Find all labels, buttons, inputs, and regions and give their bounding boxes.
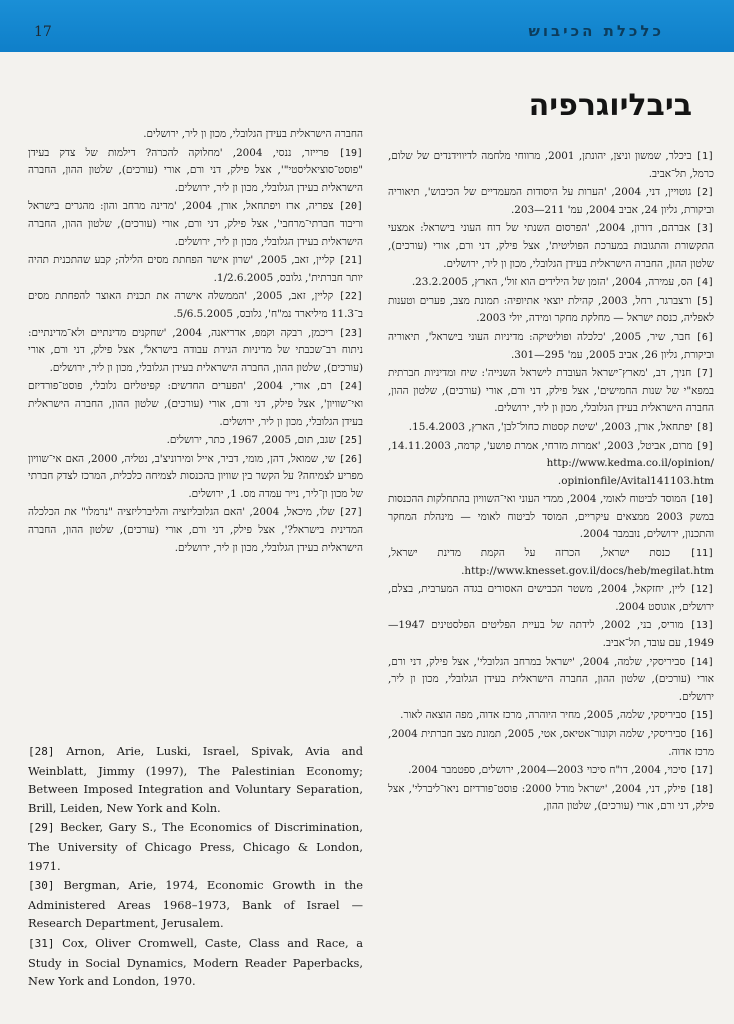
entry-text: סביריסקי, שלמה וקונור־אטיאס, אטי, 2005, תמונת מצב חברתית 2004, מרכז אדוה. [388, 728, 714, 758]
entry-number: [4] [695, 277, 714, 289]
header-bar [0, 0, 734, 52]
bibliography-entry [388, 293, 714, 328]
entry-text: סביריסקי, שלמה, 2005, מחיר היוהרה, מרכז אדוה, מפה הוצאה לאור. [400, 709, 687, 722]
bibliography-entry [28, 818, 363, 875]
bibliography-continuation: החברה הישראלית בעידן הגלובלי, מכון ון ליר, ירושלים. [143, 128, 363, 140]
entry-text: סביריסקי, שלמה, 2004, 'ישראל במרחב הגלובלי', אצל פילק, דני ורם, אורי (עורכים), שלטון ההון, החברה הישראלית בעידן הגלובלי, מכון ון ליר, ירושלים. [388, 655, 714, 703]
bibliography-entry [388, 184, 714, 219]
bibliography-column-left-english [28, 742, 363, 1012]
entry-text: שי, שמואל, דהן, מומי, דביר, אייל ומירוניצ'ב, נטליה, 2000, האם אי־שוויון מפריע לצמיחה? על הקשר בין שוויון בהכנסות לצמיחה כלכלית, המרכז לצדק חברתי של מכון ון־ליר, נייר עמדה מס. 1, ירושלים. [28, 452, 363, 500]
entry-number: [8] [695, 421, 714, 433]
entry-number: [5] [695, 295, 714, 307]
entry-text: סיכוי, 2004, דו"ח סיכוי 2003—2004, ירושלים, ספטמבר 2004. [408, 764, 687, 777]
entry-text: הס, עמירה, 2004, 'הזמן של הילידים הוא זול', הארץ, 23.2.2005. [411, 276, 693, 289]
entry-text: ורצברגר, רחל, 2003, קהילת יוצאי אתיופיה: תמונת מצב, פערים וטענות לאפליה, כנסת ישראל — מחלקת מחקר ומידה, יולי 2003. [388, 294, 714, 325]
bibliography-entry [388, 707, 714, 725]
entry-number: [28] [28, 745, 55, 758]
entry-number: [17] [689, 765, 714, 777]
bibliography-entry [388, 148, 714, 183]
entry-text: ריכמן, רבקה וקמפ, אדריאנה, 2004, 'שחקנים מדינתיים ולא־מדינתיים: ניתוח רב־שכבתי של מדיניות הגירת עבודה בישראל', אצל פילק, דני ורם, אורי (עורכים), שלטון ההון, החברה הישראלית בעידן הגלובלי, מכון ון ליר, ירושלים. [28, 326, 363, 374]
page-number: 17 [34, 24, 52, 40]
entry-number: [29] [28, 821, 55, 835]
bibliography-entry [388, 617, 714, 652]
entry-text: גוטויין, דני, 2004, 'הערות על היסודות המעמדיים של הכיבוש', תיאוריה וביקורת, גליון 24, אביב 2004, עמ' 211—203. [388, 186, 714, 216]
entry-number: [30] [28, 879, 55, 893]
entry-number: [19] [338, 147, 363, 159]
bibliography-entry [388, 545, 714, 580]
entry-number: [9] [695, 440, 714, 452]
entry-text: אברהם, דורון, 2004, 'הפרסום השנתי של דוח העוני בישראל: אמצעי התקשורת והתגובות במערכת הפוליטית', אצל פילק, דני ורם, אורי (עורכים), שלטון ההון, החברה הישראלית בעידן הגלובלי, מכון ון ליר, ירושלים. [388, 222, 714, 270]
entry-number: [18] [689, 783, 714, 795]
bibliography-entry [388, 762, 714, 780]
entry-text: חניך, דב, 'מארץ־ישראל העובדת לישראל השנייה': שיח ומדיניות חברתית במפא"י של שנות החמישים', אצל פילק, דני ורם, אורי (עורכים), שלטון ההון, החברה הישראלית בעידן הגלובלי, מכון ון ליר, ירושלים. [388, 367, 714, 415]
bibliography-entry [388, 220, 714, 273]
bibliography-entry [28, 432, 363, 450]
bibliography-entry [28, 451, 363, 504]
entry-text: צפריה, ארז ויפתחאל, אורן, 2004, 'מדינה מרחב והון: מהגרים בישראל וריבוד חברתי־מרחבי', אצל פילק, דני ורם, אורי (עורכים), שלטון ההון, החברה הישראלית בעידן הגלובלי, מכון ון ליר, ירושלים. [28, 200, 363, 248]
bibliography-entry [388, 274, 714, 292]
entry-text: כנסת ישראל, הכרזה על הקמת מדינת ישראל, http://www.knesset.gov.il/docs/heb/megilat.htm. [388, 547, 714, 577]
bibliography-entry [28, 325, 363, 378]
bibliography-entry [28, 288, 363, 323]
bibliography-entry [28, 934, 363, 991]
bibliography-entry [388, 419, 714, 437]
bibliography-entry [388, 581, 714, 616]
entry-number: [20] [338, 201, 363, 213]
entry-number: [2] [695, 187, 714, 199]
entry-number: [21] [338, 255, 363, 267]
bibliography-entry [388, 329, 714, 364]
entry-text: שלו, מיכאל, 2004, 'האם הגלובליזציה והליברליזציה "נרמלו" את הכלכלה המדינית בישראל?', אצל פילק, דני ורם, אורי (עורכים), שלטון ההון, החברה הישראלית בעידן הגלובלי, מכון ון ליר, ירושלים. [28, 506, 363, 554]
entry-text: פילק, דני, 2004, 'ישראל מודל 2000: פוסט־פורדיזם ניאו־ליברלי', אצל פילק, דני ורם, אורי (עורכים), שלטון ההון, [388, 782, 714, 813]
entry-number: [3] [695, 223, 714, 235]
entry-text: מרום, אביטל, 2003, 'אמרות מזרחי, אמרת פושע', קדמה, 14.11.2003, http://www.kedma.co.il/opinion/ opinionfile/Avital141103.htm. [388, 439, 714, 487]
entry-number: [16] [689, 729, 714, 740]
entry-number: [7] [695, 368, 714, 380]
bibliography-entry [388, 438, 714, 491]
entry-text: קליין, זאב, 2005, 'הממשלה אישרה את תכנית האוצר להפחתת מסים ב־11.3 מיליארד נמ"ח', גלובס, 5/6.5.2005. [28, 290, 363, 320]
entry-number: [25] [338, 435, 363, 447]
bibliography-entry [388, 654, 714, 707]
entry-number: [6] [695, 331, 714, 343]
entry-text: Cox, Oliver Cromwell, Caste, Class and Race, a Study in Social Dynamics, Modern Reader Paperbacks, New York and London, 1970. [28, 935, 363, 989]
bibliography-entry [28, 145, 363, 198]
entry-number: [31] [28, 936, 55, 950]
bibliography-entry [28, 198, 363, 251]
bibliography-column-left-hebrew [28, 126, 363, 726]
section-title: ביבליוגרפיה [528, 88, 692, 123]
entry-number: [1] [695, 151, 714, 162]
entry-text: Bergman, Arie, 1974, Economic Growth in the Administered Areas 1968–1973, Bank of Israel — Research Department, Jerusalem. [28, 878, 363, 931]
bibliography-entry [388, 491, 714, 544]
entry-number: [27] [338, 507, 363, 519]
entry-number: [14] [689, 656, 714, 668]
entry-text: שגב, תום, 2005, 1967, כתר, ירושלים. [166, 434, 336, 447]
entry-text: יפתחאל, אורן, 2003, 'שיטת קסטות כחול־לבן', הארץ, 15.4.2003. [408, 420, 693, 433]
bibliography-entry [28, 742, 363, 817]
entry-text: המוסד לביטוח לאומי, 2004, ממדי העוני ואי־השוויון בהתחלקות ההכנסות במשק 2003 ממצאים עיקריים, המוסד לביטוח לאומי — מינהלת המחקר והתכנון, ירושלים, נובמבר 2004. [388, 493, 714, 541]
entry-text: קליין, זאב, 2005, 'שרון אישר הפחתת מסים הלילה; קבע שהתכנית תהיה יותר חברתית', גלובס, 1/2.6.2005. [28, 254, 363, 284]
entry-number: [12] [689, 584, 714, 596]
entry-text: מוריס, בני, 2002, לידתה של בעיית הפליטים הפלסטינים 1947—1949, עם עובד, תל־אביב. [388, 619, 714, 650]
bibliography-entry [28, 378, 363, 431]
entry-number: [23] [338, 327, 363, 339]
entry-text: חבר, שיר, 2005, 'כלכלה ופוליטיקה: מדיניות העוני בישראל', תיאוריה וביקורת, גליון 26, אביב 2005, עמ' 295—301. [388, 330, 714, 361]
entry-text: ביכלר, שמשון וניצן, יהונתן, 2001, מרווחי מלחמה לדיווידנדים של שלום, כרמל, תל־אביב. [388, 150, 714, 180]
entry-number: [11] [689, 548, 714, 560]
bibliography-entry [28, 504, 363, 557]
entry-number: [13] [689, 620, 714, 632]
entry-number: [26] [338, 453, 363, 465]
entry-number: [15] [689, 710, 714, 722]
bibliography-entry [388, 726, 714, 761]
entry-text: Becker, Gary S., The Economics of Discrimination, The University of Chicago Press, Chicago & London, 1971. [28, 820, 363, 873]
bibliography-column-right [388, 148, 714, 1024]
bibliography-entry [388, 781, 714, 816]
entry-text: Arnon, Arie, Luski, Israel, Spivak, Avia and Weinblatt, Jimmy (1997), The Palestinian Economy; Between Imposed Integration and Voluntary Separation, Brill, Leiden, New York and Koln. [28, 744, 363, 815]
bibliography-entry [28, 252, 363, 287]
bibliography-entry [28, 876, 363, 933]
entry-text: ליין, יחזקאל, 2004, משטר הכבישים האסורים בגדה המערבית, בצלם, ירושלים, אוגוסט 2004. [388, 583, 714, 613]
running-header: כלכלת הכיבוש [528, 22, 664, 40]
entry-number: [10] [689, 494, 714, 506]
entry-number: [22] [338, 291, 363, 303]
entry-number: [24] [338, 381, 363, 393]
entry-text: רם, אורי, 2004, 'הפערים החדשים: קפיטליזם גלובלי, פוסט־פורדיזם ואי־שוויון', אצל פילק, דני ורם, אורי (עורכים), שלטון ההון, החברה הישראלית בעידן הגלובלי, מכון ון ליר, ירושלים. [28, 380, 363, 428]
entry-text: פרייזר, ננסי, 2004, 'מחלוקה להכרה? דילמות של צדק בעידן "פוסט־סוציאליסטי"', אצל פילק, דני ורם, אורי (עורכים), שלטון ההון, החברה הישראלית בעידן הגלובלי, מכון ון ליר, ירושלים. [28, 146, 363, 194]
bibliography-entry [388, 365, 714, 418]
